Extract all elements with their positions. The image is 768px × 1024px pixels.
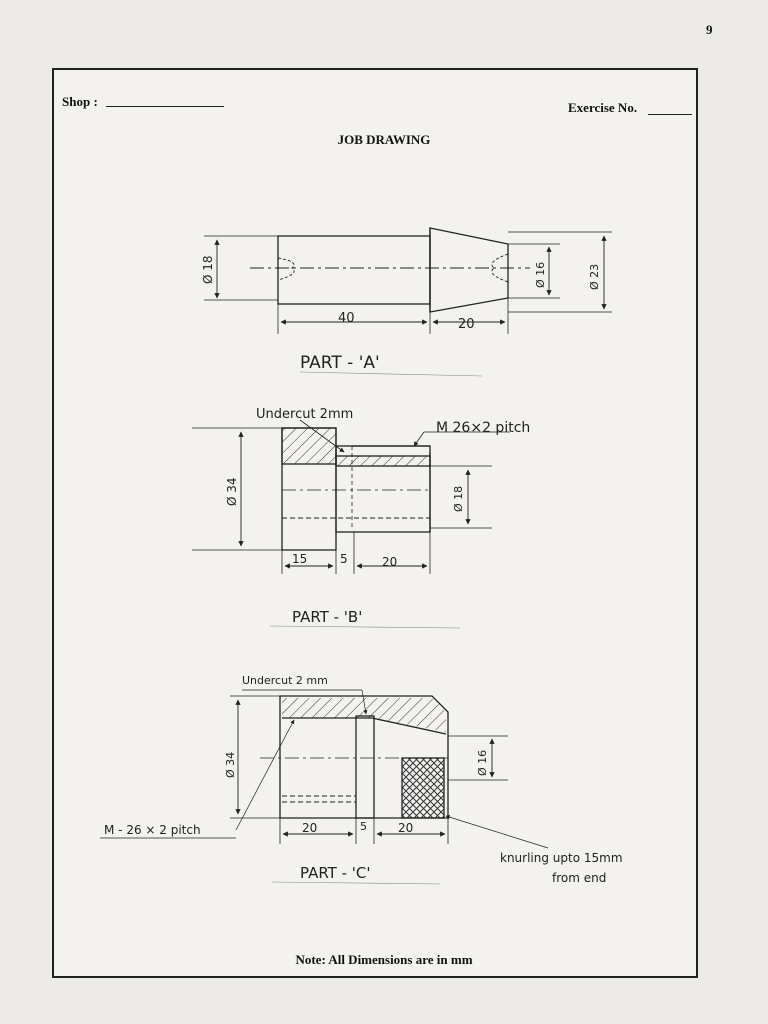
part-a-cylinder: [278, 236, 430, 304]
page-number: 9: [706, 22, 713, 37]
part-a-taper: [430, 228, 508, 312]
part-b-thread-note: M 26×2 pitch: [436, 420, 531, 436]
part-b-dim-5: 5: [340, 552, 348, 566]
part-c-dim-5: 5: [360, 820, 367, 833]
part-c-dim-20a: 20: [302, 821, 318, 835]
part-c-undercut: [356, 716, 374, 818]
part-a-dim-d23: Ø 23: [588, 263, 601, 290]
part-c-label: PART - 'C': [300, 864, 371, 882]
part-c-knurling-note-2: from end: [552, 871, 607, 885]
part-b-drawing: [192, 420, 510, 628]
part-a-dim-d16: Ø 16: [534, 261, 547, 288]
page-title: JOB DRAWING: [337, 132, 431, 147]
part-c-dim-20b: 20: [398, 821, 414, 835]
part-b-label: PART - 'B': [292, 608, 363, 626]
part-b-dim-d34: Ø 34: [225, 477, 239, 506]
part-b-dim-15: 15: [292, 552, 308, 566]
part-c-dim-d16: Ø 16: [476, 749, 489, 776]
part-c-knurled-zone: [402, 758, 444, 818]
part-c-undercut-note: Undercut 2 mm: [242, 674, 328, 687]
part-c-dim-d34: Ø 34: [224, 751, 237, 778]
part-a-dim-d18: Ø 18: [201, 255, 215, 284]
part-c-drawing: [100, 690, 548, 884]
dimension-note: Note: All Dimensions are in mm: [295, 952, 473, 967]
part-c-thread-note: M - 26 × 2 pitch: [104, 823, 201, 837]
part-a-drawing: [204, 228, 612, 376]
shop-label: Shop :: [62, 94, 98, 109]
part-c-knurling-note: knurling upto 15mm: [500, 851, 623, 865]
exercise-label: Exercise No.: [568, 100, 638, 115]
part-a-dim-40: 40: [338, 311, 355, 326]
part-a-dim-20: 20: [458, 317, 475, 332]
part-b-dim-d18: Ø 18: [452, 485, 465, 512]
part-b-dim-20: 20: [382, 555, 398, 569]
part-a-label: PART - 'A': [300, 353, 380, 373]
part-b-undercut-note: Undercut 2mm: [256, 407, 354, 422]
